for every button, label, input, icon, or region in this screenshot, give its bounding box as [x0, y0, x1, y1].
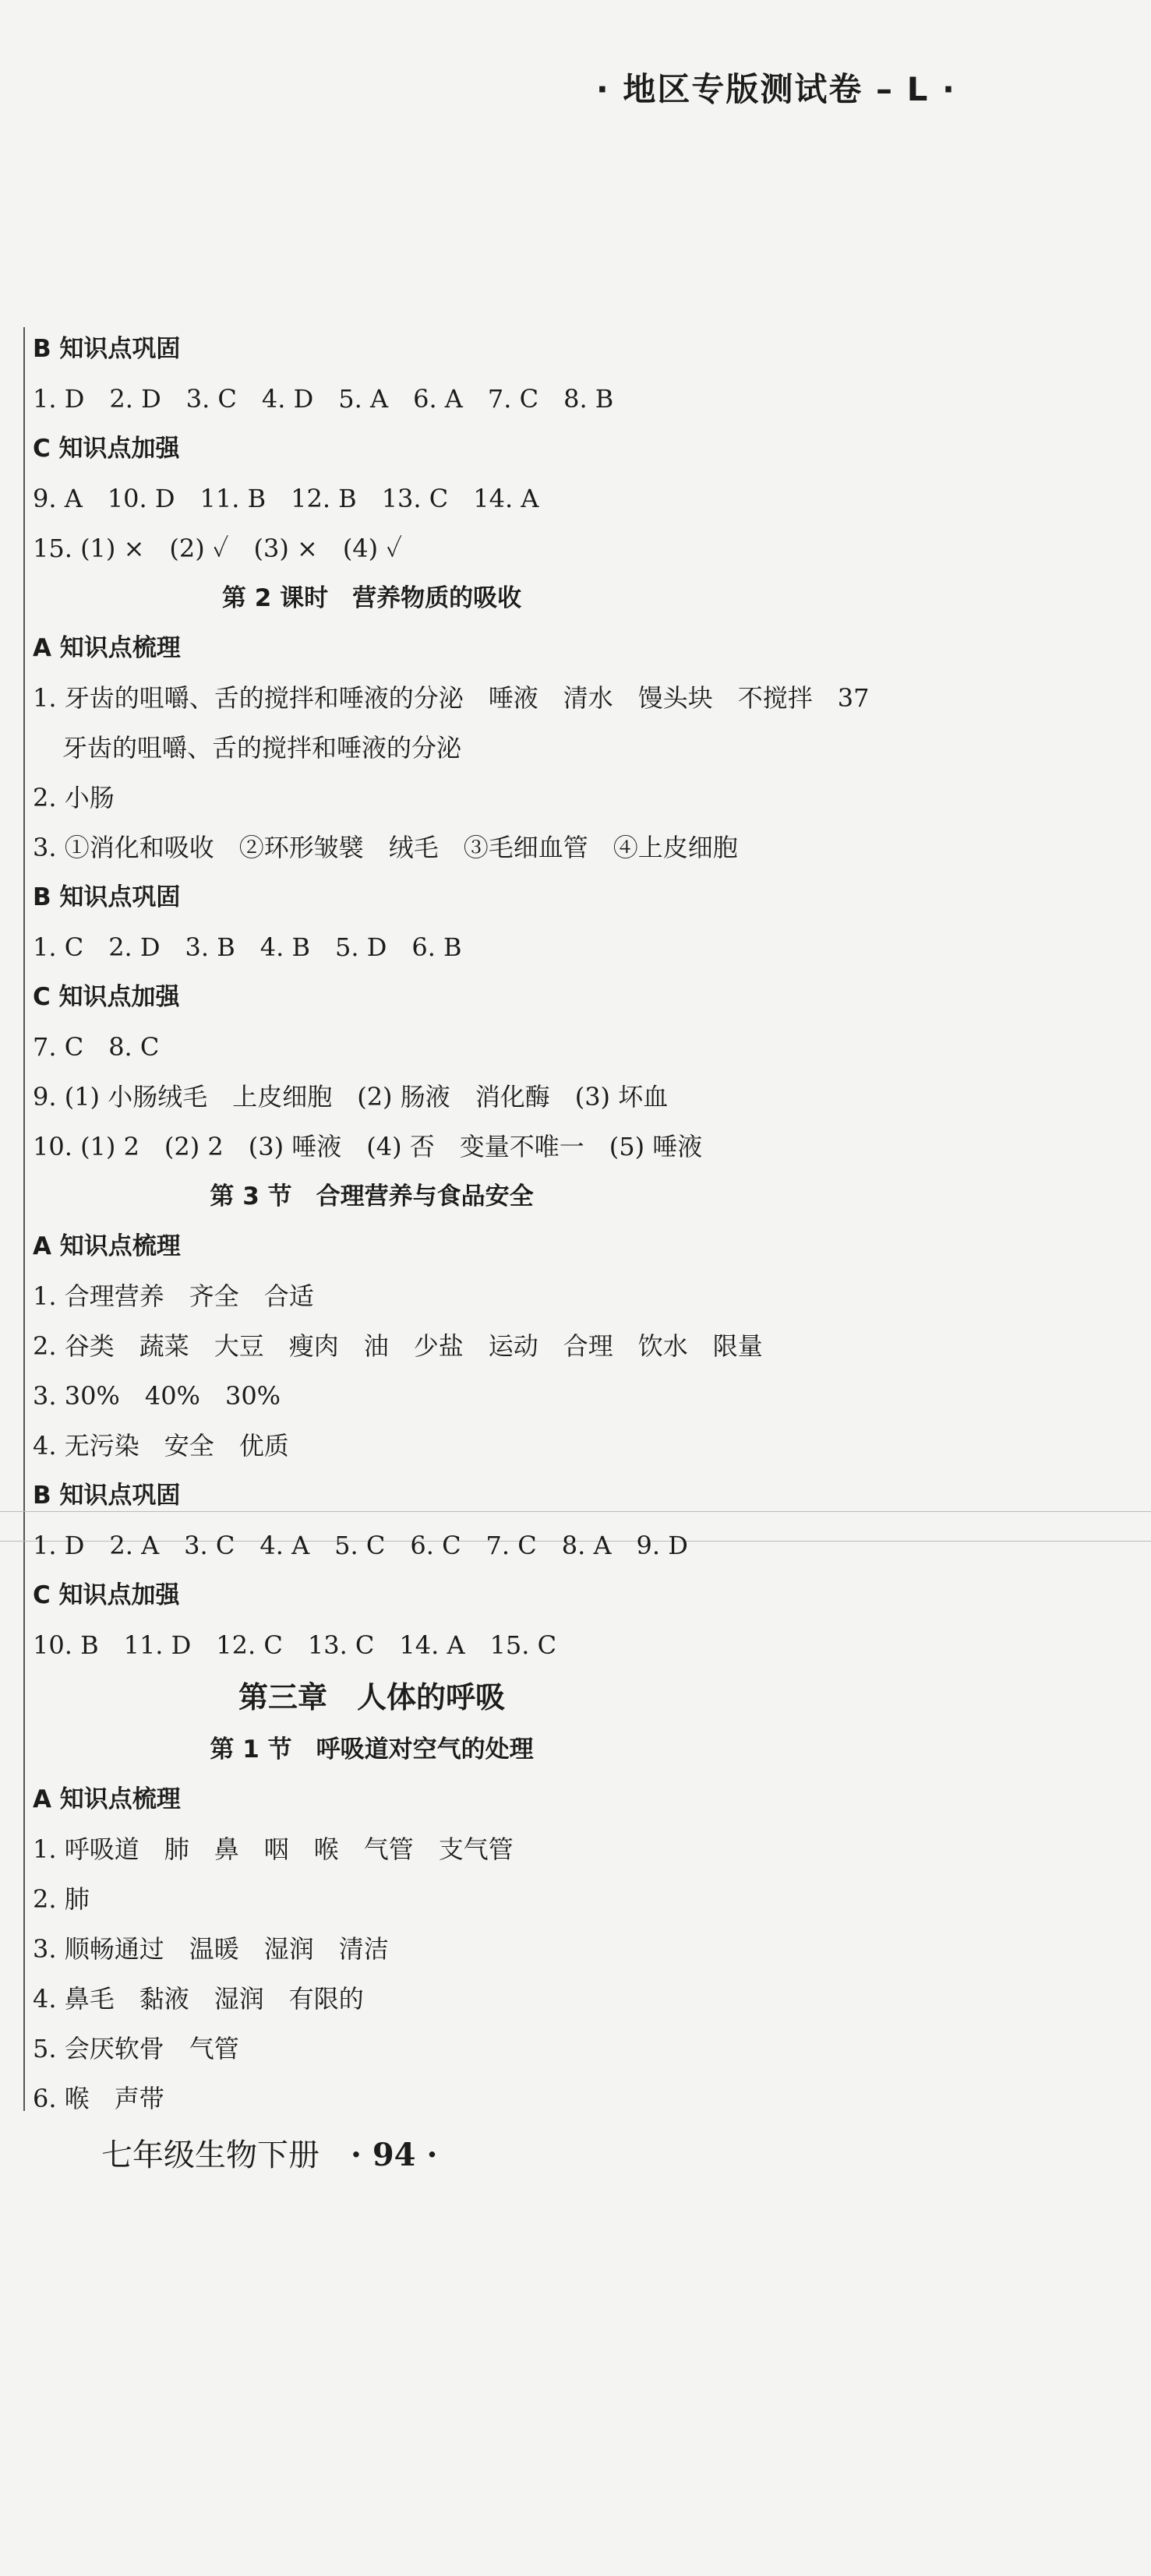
section-heading: C 知识点加强 [33, 983, 180, 1011]
lesson-title: 第 1 节 呼吸道对空气的处理 [210, 1736, 534, 1764]
chapter-title: 第三章 人体的呼吸 [238, 1680, 505, 1714]
answer-line: 1. 牙齿的咀嚼、舌的搅拌和唾液的分泌 唾液 清水 馒头块 不搅拌 37 [33, 683, 870, 713]
section-heading: A 知识点梳理 [33, 1785, 181, 1813]
answer-line: 1. D 2. D 3. C 4. D 5. A 6. A 7. C 8. B [33, 384, 614, 414]
section-heading: B 知识点巩固 [33, 883, 181, 911]
section-heading: C 知识点加强 [33, 435, 180, 463]
book-title: 七年级生物下册 [101, 2137, 320, 2173]
answer-line: 6. 喉 声带 [33, 2084, 164, 2113]
answer-line: 7. C 8. C [33, 1032, 160, 1062]
answer-line: 5. 会厌软骨 气管 [33, 2034, 239, 2063]
answer-content [33, 324, 968, 2123]
answer-line: 10. B 11. D 12. C 13. C 14. A 15. C [33, 1630, 557, 1660]
answer-line: 4. 鼻毛 黏液 湿润 有限的 [33, 1984, 364, 2014]
answer-line: 2. 小肠 [33, 783, 115, 812]
answer-line: 1. 呼吸道 肺 鼻 咽 喉 气管 支气管 [33, 1834, 514, 1864]
lesson-title: 第 3 节 合理营养与食品安全 [210, 1182, 534, 1210]
page-number: · 94 · [351, 2137, 438, 2173]
answer-line: 3. 顺畅通过 温暖 湿润 清洁 [33, 1934, 389, 1964]
answer-line: 4. 无污染 安全 优质 [33, 1431, 289, 1461]
section-heading: A 知识点梳理 [33, 1232, 181, 1260]
answer-line: 3. 30% 40% 30% [33, 1381, 281, 1411]
answer-line: 3. ①消化和吸收 ②环形皱襞 绒毛 ③毛细血管 ④上皮细胞 [33, 833, 738, 862]
section-heading: A 知识点梳理 [33, 634, 181, 662]
page-header: · 地区专版测试卷 – L · [595, 70, 956, 108]
answer-line: 1. D 2. A 3. C 4. A 5. C 6. C 7. C 8. A 9. D [33, 1531, 688, 1560]
answer-line: 2. 肺 [33, 1884, 90, 1914]
page-footer [101, 2130, 437, 2175]
lesson-title: 第 2 课时 营养物质的吸收 [221, 584, 522, 612]
answer-line-continuation: 牙齿的咀嚼、舌的搅拌和唾液的分泌 [62, 733, 462, 763]
section-heading: B 知识点巩固 [33, 335, 181, 363]
margin-rule [23, 327, 25, 2111]
answer-line: 9. (1) 小肠绒毛 上皮细胞 (2) 肠液 消化酶 (3) 坏血 [33, 1082, 669, 1112]
answer-line: 9. A 10. D 11. B 12. B 13. C 14. A [33, 484, 539, 513]
section-heading: B 知识点巩固 [33, 1482, 181, 1510]
answer-line: 1. 合理营养 齐全 合适 [33, 1281, 314, 1311]
answer-line: 2. 谷类 蔬菜 大豆 瘦肉 油 少盐 运动 合理 饮水 限量 [33, 1331, 763, 1361]
answer-line: 10. (1) 2 (2) 2 (3) 唾液 (4) 否 变量不唯一 (5) 唾液 [33, 1132, 703, 1161]
answer-line: 15. (1) × (2) ✓ (3) × (4) ✓ [33, 534, 402, 563]
answer-line: 1. C 2. D 3. B 4. B 5. D 6. B [33, 932, 462, 962]
section-heading: C 知识点加强 [33, 1581, 180, 1609]
